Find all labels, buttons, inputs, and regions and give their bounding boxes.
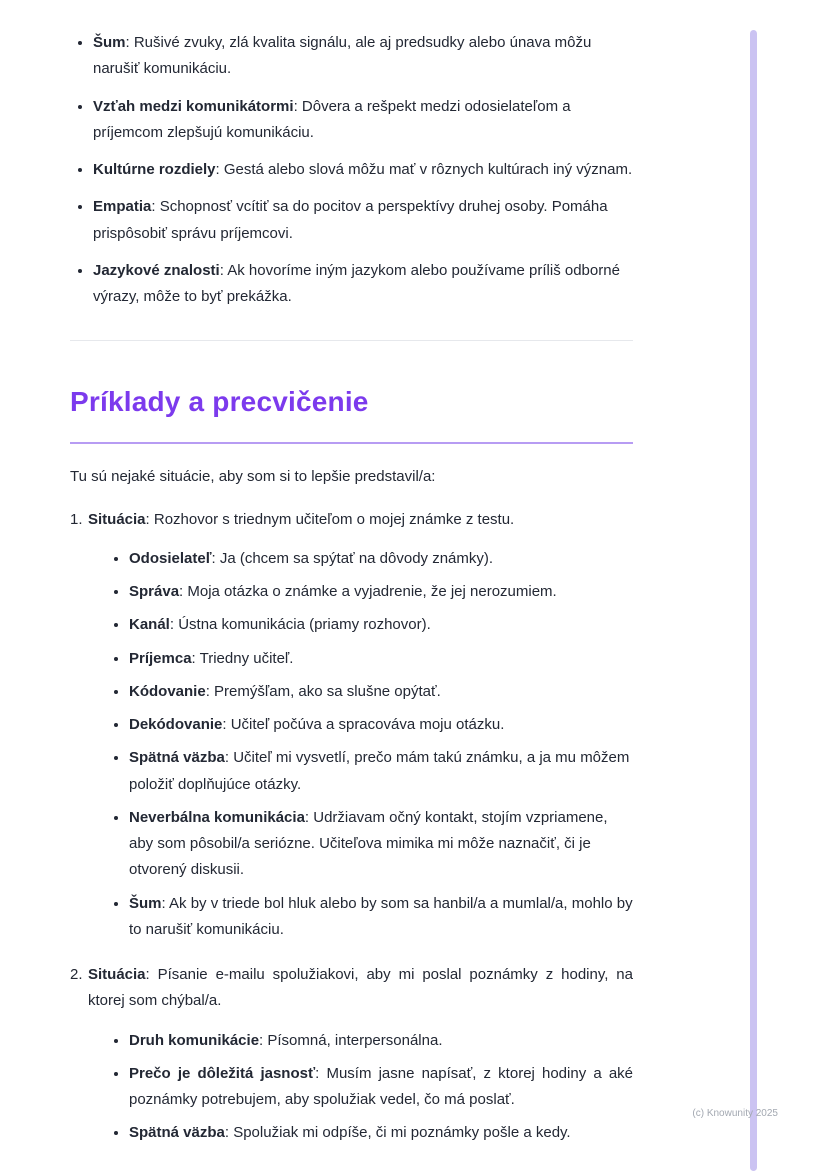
point-term: Druh komunikácie bbox=[129, 1031, 260, 1049]
section-title: Príklady a precvičenie bbox=[70, 377, 633, 444]
situation-item-2 bbox=[70, 962, 633, 1154]
point-term: Šum bbox=[93, 34, 126, 51]
point-term: Situácia bbox=[88, 966, 146, 983]
point-text: : Premýšľam, ako sa slušne opýtať. bbox=[205, 682, 441, 700]
list-item bbox=[129, 679, 633, 705]
point-text: : Ja (chcem sa spýtať na dôvody známky). bbox=[211, 549, 494, 567]
situation-points bbox=[106, 1028, 633, 1147]
point-text: : Učiteľ počúva a spracováva moju otázku. bbox=[222, 716, 505, 733]
point-term: Neverbálna komunikácia bbox=[129, 808, 305, 826]
point-term: Kanál bbox=[129, 616, 170, 634]
point-text: : Dôvera a rešpekt medzi odosielateľom a príjemcom zlepšujú komunikáciu. bbox=[93, 97, 571, 141]
list-item bbox=[129, 579, 633, 605]
item-number: 2. bbox=[70, 966, 83, 983]
point-term: Situácia bbox=[88, 510, 146, 528]
list-item bbox=[93, 30, 633, 83]
situation-text bbox=[88, 507, 633, 533]
point-term: Kultúrne rozdiely bbox=[93, 161, 216, 178]
point-term: Spätná väzba bbox=[129, 1124, 225, 1142]
list-item bbox=[129, 646, 633, 672]
list-item bbox=[129, 1028, 633, 1054]
copyright-text: (c) Knowunity 2025 bbox=[692, 1108, 778, 1119]
item-number: 1. bbox=[70, 510, 83, 528]
point-text: : Učiteľ mi vysvetlí, prečo mám takú známku, a ja mu môžem položiť doplňujúce otázky. bbox=[129, 749, 630, 793]
point-term: Jazykové znalosti bbox=[93, 261, 220, 279]
list-item bbox=[129, 1061, 633, 1114]
list-item bbox=[93, 258, 633, 311]
situation-text bbox=[88, 962, 633, 1015]
situation-points bbox=[106, 546, 633, 943]
point-term: Príjemca bbox=[129, 649, 192, 667]
point-text: : Písanie e-mailu spolužiakovi, aby mi poslal poznámky z hodiny, na ktorej som chýbal/a. bbox=[88, 966, 633, 1010]
factors-list bbox=[70, 30, 633, 310]
list-item bbox=[129, 712, 633, 738]
list-item bbox=[129, 546, 633, 572]
list-item bbox=[129, 805, 633, 884]
point-text: : Udržiavam očný kontakt, stojím vzpriamene, aby som pôsobil/a seriózne. Učiteľova mimika mi môže naznačiť, či je otvorený diskusii. bbox=[129, 808, 608, 879]
point-text: : Triedny učiteľ. bbox=[191, 649, 294, 667]
point-term: Vzťah medzi komunikátormi bbox=[93, 97, 294, 115]
point-text: : Musím jasne napísať, z ktorej hodiny a aké poznámky potrebujem, aby spolužiak vedel, čo má poslať. bbox=[129, 1064, 633, 1108]
intro-text: Tu sú nejaké situácie, aby som si to lepšie predstavil/a: bbox=[70, 468, 436, 486]
section-divider bbox=[70, 340, 633, 341]
list-item bbox=[129, 612, 633, 638]
list-item bbox=[93, 157, 633, 183]
situations-list bbox=[70, 507, 633, 1154]
point-term: Dekódovanie bbox=[129, 716, 223, 733]
point-text: : Schopnosť vcítiť sa do pocitov a perspektívy druhej osoby. Pomáha prispôsobiť správu príjemcovi. bbox=[93, 198, 608, 242]
scrollbar-thumb[interactable] bbox=[750, 30, 757, 1171]
document-content bbox=[70, 30, 633, 1166]
point-text: : Moja otázka o známke a vyjadrenie, že jej nerozumiem. bbox=[179, 583, 557, 600]
point-text: : Rozhovor s triednym učiteľom o mojej známke z testu. bbox=[145, 510, 515, 528]
point-term: Spätná väzba bbox=[129, 749, 225, 767]
point-text: : Ústna komunikácia (priamy rozhovor). bbox=[169, 616, 431, 634]
list-item bbox=[93, 194, 633, 247]
point-text: : Gestá alebo slová môžu mať v rôznych kultúrach iný význam. bbox=[215, 161, 633, 178]
point-term: Kódovanie bbox=[129, 682, 206, 700]
point-text: : Rušivé zvuky, zlá kvalita signálu, ale aj predsudky alebo únava môžu narušiť komunikáciu. bbox=[93, 34, 592, 78]
point-term: Šum bbox=[129, 894, 162, 912]
point-term: Empatia bbox=[93, 198, 152, 216]
point-text: : Ak by v triede bol hluk alebo by som sa hanbil/a a mumlal/a, mohlo by to narušiť komunikáciu. bbox=[129, 894, 633, 938]
point-text: : Ak hovoríme iným jazykom alebo používame príliš odborné výrazy, môže to byť prekážka. bbox=[93, 261, 620, 305]
list-item bbox=[129, 1120, 633, 1146]
list-item bbox=[129, 891, 633, 944]
point-term: Správa bbox=[129, 583, 180, 600]
point-term: Odosielateľ bbox=[129, 549, 212, 567]
situation-item-1 bbox=[70, 507, 633, 951]
point-text: : Spolužiak mi odpíše, či mi poznámky pošle a kedy. bbox=[224, 1124, 571, 1142]
list-item bbox=[93, 94, 633, 147]
list-item bbox=[129, 745, 633, 798]
point-term: Prečo je dôležitá jasnosť bbox=[129, 1064, 316, 1082]
point-text: : Písomná, interpersonálna. bbox=[259, 1031, 443, 1049]
